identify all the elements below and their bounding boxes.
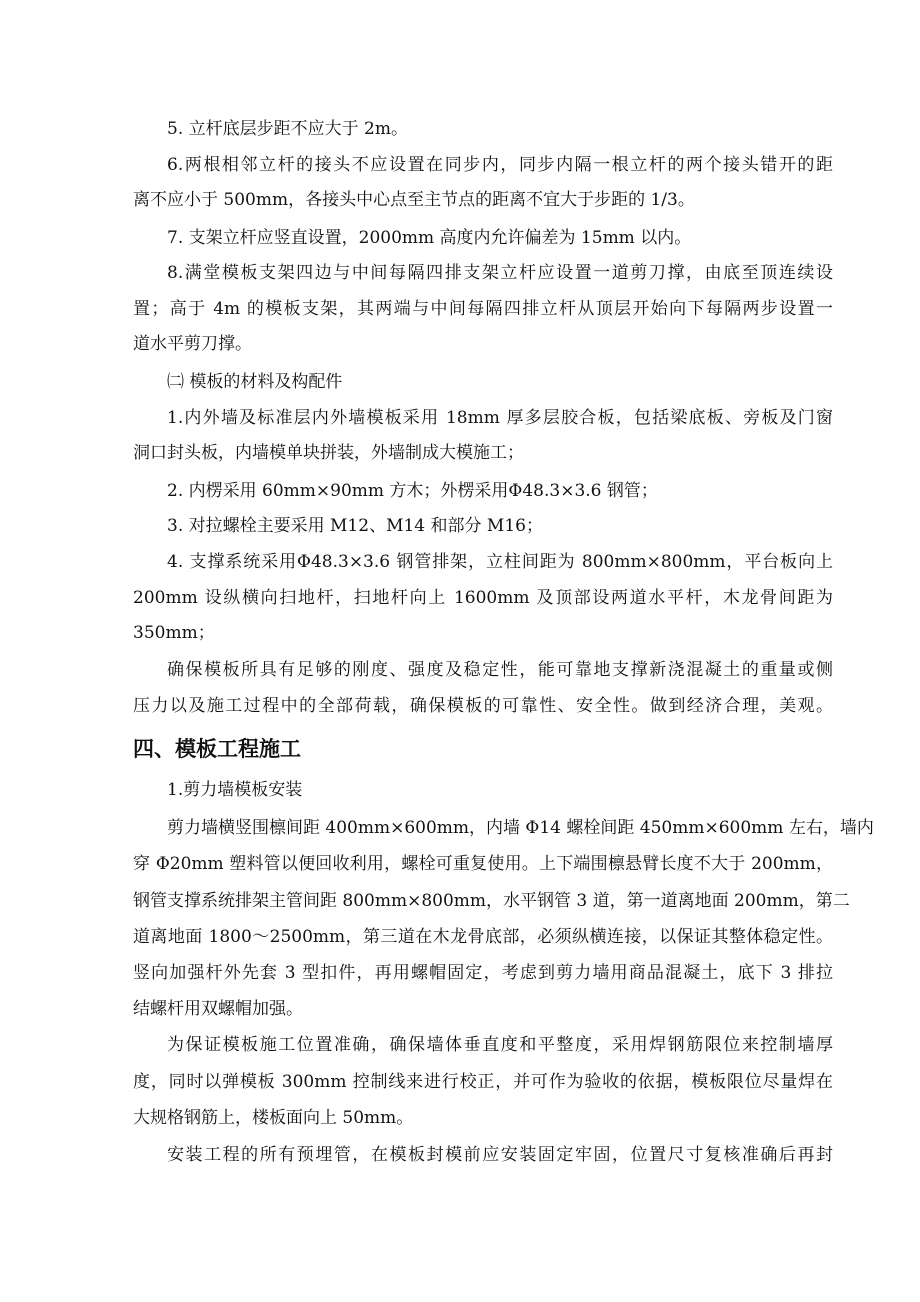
item-6-line-2: 离不应小于 500mm，各接头中心点至主节点的距离不宜大于步距的 1/3。 <box>133 190 695 210</box>
paragraph-1-line-2: 穿 Φ20mm 塑料管以便回收利用，螺栓可重复使用。上下端围檩悬臂长度不大于 200mm， <box>133 854 833 874</box>
paragraph-1-line-6: 结螺杆用双螺帽加强。 <box>133 999 303 1019</box>
item-8-line-3: 道水平剪刀撑。 <box>133 334 252 354</box>
materials-subtitle: ㈡ 模板的材料及构配件 <box>167 372 343 392</box>
material-item-1-line-1: 1.内外墙及标准层内外墙模板采用 18mm 厚多层胶合板，包括梁底板、旁板及门窗 <box>167 408 833 428</box>
item-6-line-1: 6.两根相邻立杆的接头不应设置在同步内，同步内隔一根立杆的两个接头错开的距 <box>167 155 833 175</box>
paragraph-1-line-5: 竖向加强杆外先套 3 型扣件，再用螺帽固定，考虑到剪力墙用商品混凝土，底下 3 排拉 <box>133 963 833 983</box>
section-subtitle: 1.剪力墙模板安装 <box>167 780 303 800</box>
item-5: 5. 立杆底层步距不应大于 2m。 <box>167 119 408 139</box>
paragraph-1-line-4: 道离地面 1800～2500mm，第三道在木龙骨底部，必须纵横连接，以保证其整体稳定性。 <box>133 927 833 947</box>
material-item-4-line-3: 350mm； <box>133 623 215 643</box>
paragraph-1-line-3: 钢管支撑系统排架主管间距 800mm×800mm，水平钢管 3 道，第一道离地面 200mm，第二 <box>133 891 850 911</box>
section-heading: 四、模板工程施工 <box>133 737 301 761</box>
material-item-4-line-2: 200mm 设纵横向扫地杆，扫地杆向上 1600mm 及顶部设两道水平杆，木龙骨间距为 <box>133 588 833 608</box>
materials-summary-line-2: 压力以及施工过程中的全部荷载，确保模板的可靠性、安全性。做到经济合理，美观。 <box>133 696 833 716</box>
paragraph-2-line-2: 度，同时以弹模板 300mm 控制线来进行校正，并可作为验收的依据，模板限位尽量焊在 <box>133 1072 833 1092</box>
material-item-3: 3. 对拉螺栓主要采用 M12、M14 和部分 M16； <box>167 516 543 536</box>
paragraph-2-line-1: 为保证模板施工位置准确，确保墙体垂直度和平整度，采用焊钢筋限位来控制墙厚 <box>167 1035 833 1055</box>
item-7: 7. 支架立杆应竖直设置，2000mm 高度内允许偏差为 15mm 以内。 <box>167 228 692 248</box>
item-8-line-2: 置；高于 4m 的模板支架，其两端与中间每隔四排立杆从顶层开始向下每隔两步设置一 <box>133 299 833 319</box>
material-item-2: 2. 内楞采用 60mm×90mm 方木；外楞采用Φ48.3×3.6 钢管； <box>167 481 658 501</box>
material-item-4-line-1: 4. 支撑系统采用Φ48.3×3.6 钢管排架，立柱间距为 800mm×800mm，平台板向上 <box>167 552 833 572</box>
item-8-line-1: 8.满堂模板支架四边与中间每隔四排支架立杆应设置一道剪刀撑，由底至顶连续设 <box>167 263 833 283</box>
materials-summary-line-1: 确保模板所具有足够的刚度、强度及稳定性，能可靠地支撑新浇混凝土的重量或侧 <box>167 660 833 680</box>
paragraph-3-line-1: 安装工程的所有预埋管，在模板封模前应安装固定牢固，位置尺寸复核准确后再封 <box>167 1145 833 1165</box>
material-item-1-line-2: 洞口封头板，内墙模单块拼装，外墙制成大模施工； <box>133 443 524 463</box>
paragraph-2-line-3: 大规格钢筋上，楼板面向上 50mm。 <box>133 1108 414 1128</box>
paragraph-1-line-1: 剪力墙横竖围檩间距 400mm×600mm，内墙 Φ14 螺栓间距 450mm×600mm 左右，墙内 <box>167 818 874 838</box>
